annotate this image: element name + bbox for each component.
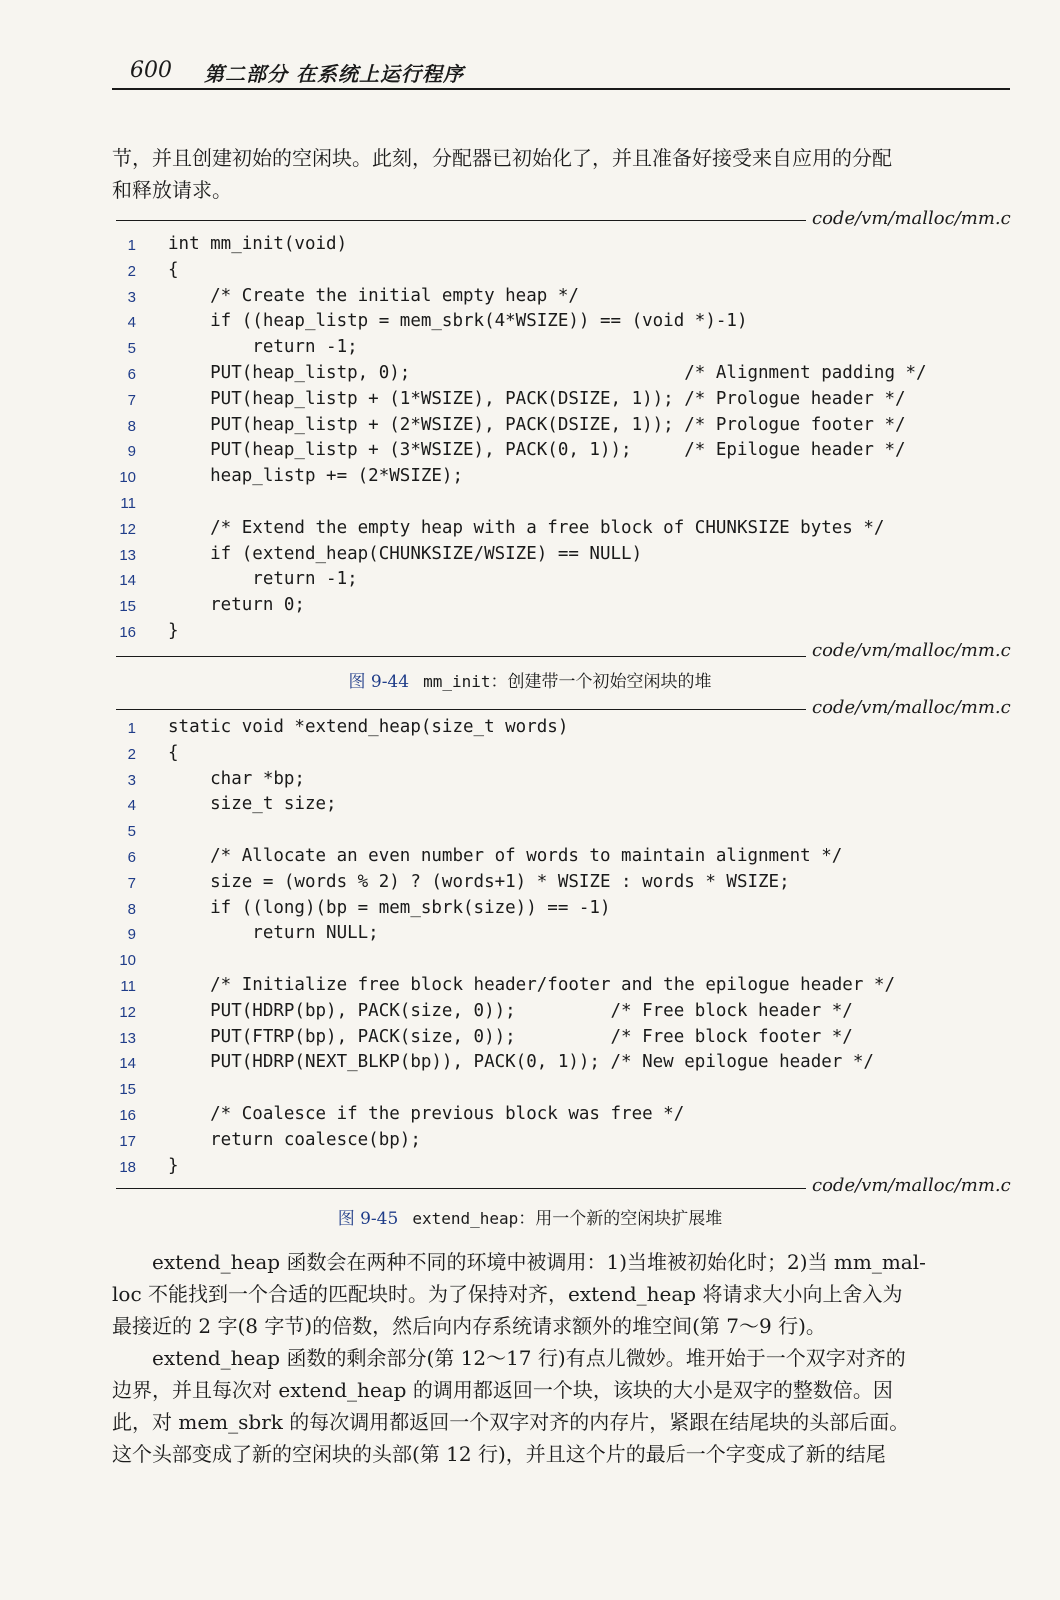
figure-label: 图 9-45 <box>337 1209 399 1229</box>
code-text: PUT(HDRP(bp), PACK(size, 0)); /* Free block header */ <box>168 1000 853 1021</box>
line-number: 14 <box>119 572 136 590</box>
code-line <box>112 363 1012 389</box>
code-line <box>112 769 1012 795</box>
code-text: return -1; <box>168 337 358 358</box>
line-number: 6 <box>127 365 136 383</box>
line-number: 18 <box>119 1158 136 1176</box>
code-line <box>112 820 1012 846</box>
line-number: 15 <box>119 598 136 616</box>
line-number: 13 <box>119 1029 136 1047</box>
code-text: static void *extend_heap(size_t words) <box>168 717 569 737</box>
line-number: 2 <box>127 262 136 280</box>
intro-line: 和释放请求。 <box>112 178 232 202</box>
body-line: loc 不能找到一个合适的匹配块时。为了保持对齐，extend_heap 将请求大小向上舍入为 <box>112 1282 903 1306</box>
code-text: char *bp; <box>168 768 305 789</box>
code-text: return NULL; <box>168 923 379 944</box>
code-line <box>112 260 1012 286</box>
code-text: PUT(heap_listp + (3*WSIZE), PACK(0, 1)); /* Epilogue header */ <box>168 440 906 461</box>
line-number: 15 <box>119 1081 136 1099</box>
line-number: 6 <box>127 848 136 866</box>
code-line <box>112 1001 1012 1027</box>
code-listing-extend-heap <box>112 717 1012 1181</box>
line-number: 1 <box>127 237 136 254</box>
listing-top-rule <box>116 220 806 221</box>
line-number: 8 <box>127 900 136 918</box>
caption-text: ：用一个新的空闲块扩展堆 <box>518 1209 723 1229</box>
body-line: 最接近的 2 字(8 字节)的倍数，然后向内存系统请求额外的堆空间(第 7～9 行)。 <box>112 1314 826 1338</box>
code-text: size_t size; <box>168 794 337 815</box>
caption-text: ：创建带一个初始空闲块的堆 <box>490 672 712 692</box>
line-number: 3 <box>127 288 136 306</box>
body-paragraph-1 <box>112 1246 1010 1342</box>
code-text: size = (words % 2) ? (words+1) * WSIZE : words * WSIZE; <box>168 871 790 892</box>
figure-caption <box>0 1204 1060 1229</box>
line-number: 2 <box>127 745 136 763</box>
code-line <box>112 1104 1012 1130</box>
page-number: 600 <box>130 58 172 83</box>
line-number: 10 <box>119 469 136 487</box>
code-text: return coalesce(bp); <box>168 1129 421 1150</box>
code-line <box>112 846 1012 872</box>
listing-bottom-rule <box>116 1188 806 1189</box>
figure-label: 图 9-44 <box>348 672 410 692</box>
code-text: PUT(HDRP(NEXT_BLKP(bp)), PACK(0, 1)); /* New epilogue header */ <box>168 1052 874 1073</box>
code-text: if ((heap_listp = mem_sbrk(4*WSIZE)) == (void *)-1) <box>168 311 748 332</box>
line-number: 16 <box>119 1106 136 1124</box>
caption-code: mm_init <box>423 672 491 691</box>
code-text: } <box>168 1155 179 1176</box>
line-number: 12 <box>119 1003 136 1021</box>
line-number: 5 <box>127 340 136 358</box>
line-number: 4 <box>127 797 136 815</box>
code-line <box>112 337 1012 363</box>
code-line <box>112 311 1012 337</box>
line-number: 11 <box>120 977 136 995</box>
caption-code: extend_heap <box>412 1209 519 1228</box>
figure-caption <box>0 667 1060 692</box>
code-text: return 0; <box>168 595 305 616</box>
source-file-label: code/vm/malloc/mm.c <box>812 640 1011 661</box>
code-text: PUT(heap_listp, 0); /* Alignment padding */ <box>168 362 927 383</box>
code-line <box>112 1027 1012 1053</box>
code-line <box>112 923 1012 949</box>
line-number: 17 <box>119 1132 136 1150</box>
line-number: 12 <box>119 520 136 538</box>
code-line <box>112 389 1012 415</box>
intro-line: 节，并且创建初始的空闲块。此刻，分配器已初始化了，并且准备好接受来自应用的分配 <box>112 146 892 170</box>
line-number: 14 <box>119 1055 136 1073</box>
line-number: 11 <box>120 494 136 512</box>
line-number: 1 <box>127 720 136 737</box>
line-number: 10 <box>119 952 136 970</box>
line-number: 9 <box>127 926 136 944</box>
code-line <box>112 492 1012 518</box>
code-listing-mm-init <box>112 234 1012 647</box>
code-line <box>112 898 1012 924</box>
running-header <box>112 56 1010 90</box>
body-line: extend_heap 函数会在两种不同的环境中被调用：1)当堆被初始化时；2)当 mm_mal- <box>112 1250 926 1274</box>
code-line <box>112 975 1012 1001</box>
code-line <box>112 466 1012 492</box>
code-line <box>112 286 1012 312</box>
listing-top-rule <box>116 709 806 710</box>
code-text: /* Coalesce if the previous block was free */ <box>168 1103 685 1124</box>
code-text: /* Create the initial empty heap */ <box>168 285 579 306</box>
body-line: 此，对 mem_sbrk 的每次调用都返回一个双字对齐的内存片，紧跟在结尾块的头部后面。 <box>112 1410 910 1434</box>
section-title: 第二部分 在系统上运行程序 <box>204 62 464 86</box>
code-line <box>112 595 1012 621</box>
code-text: int mm_init(void) <box>168 234 348 254</box>
code-line <box>112 949 1012 975</box>
line-number: 7 <box>127 874 136 892</box>
code-text: PUT(heap_listp + (1*WSIZE), PACK(DSIZE, 1)); /* Prologue header */ <box>168 388 906 409</box>
line-number: 7 <box>127 391 136 409</box>
code-text: { <box>168 259 179 280</box>
code-text: /* Allocate an even number of words to maintain alignment */ <box>168 845 843 866</box>
listing-bottom-rule <box>116 656 806 657</box>
code-line <box>112 1052 1012 1078</box>
code-line <box>112 415 1012 441</box>
code-text: /* Extend the empty heap with a free block of CHUNKSIZE bytes */ <box>168 517 885 538</box>
line-number: 16 <box>119 623 136 641</box>
code-line <box>112 440 1012 466</box>
body-line: 这个头部变成了新的空闲块的头部(第 12 行)，并且这个片的最后一个字变成了新的结尾 <box>112 1442 886 1466</box>
body-line: 边界，并且每次对 extend_heap 的调用都返回一个块，该块的大小是双字的整数倍。因 <box>112 1378 893 1402</box>
code-line <box>112 794 1012 820</box>
code-line <box>112 743 1012 769</box>
code-text: heap_listp += (2*WSIZE); <box>168 466 464 487</box>
code-text: if (extend_heap(CHUNKSIZE/WSIZE) == NULL) <box>168 543 643 564</box>
code-line <box>112 1078 1012 1104</box>
code-line <box>112 872 1012 898</box>
code-text: { <box>168 742 179 763</box>
body-paragraph-2 <box>112 1342 1010 1470</box>
code-text: } <box>168 620 179 641</box>
code-line <box>112 1130 1012 1156</box>
source-file-label: code/vm/malloc/mm.c <box>812 208 1011 229</box>
source-file-label: code/vm/malloc/mm.c <box>812 697 1011 718</box>
line-number: 4 <box>127 314 136 332</box>
line-number: 5 <box>127 823 136 841</box>
code-text: if ((long)(bp = mem_sbrk(size)) == -1) <box>168 897 611 918</box>
line-number: 9 <box>127 443 136 461</box>
code-text: /* Initialize free block header/footer and the epilogue header */ <box>168 974 895 995</box>
line-number: 8 <box>127 417 136 435</box>
code-line <box>112 717 1012 743</box>
body-line: extend_heap 函数的剩余部分(第 12～17 行)有点儿微妙。堆开始于一个双字对齐的 <box>112 1346 906 1370</box>
code-text: PUT(heap_listp + (2*WSIZE), PACK(DSIZE, 1)); /* Prologue footer */ <box>168 414 906 435</box>
code-text: return -1; <box>168 569 358 590</box>
code-line <box>112 569 1012 595</box>
code-text: PUT(FTRP(bp), PACK(size, 0)); /* Free block footer */ <box>168 1026 853 1047</box>
line-number: 3 <box>127 771 136 789</box>
source-file-label: code/vm/malloc/mm.c <box>812 1175 1011 1196</box>
code-line <box>112 518 1012 544</box>
intro-paragraph <box>112 142 1010 206</box>
code-line <box>112 234 1012 260</box>
code-line <box>112 544 1012 570</box>
line-number: 13 <box>119 546 136 564</box>
